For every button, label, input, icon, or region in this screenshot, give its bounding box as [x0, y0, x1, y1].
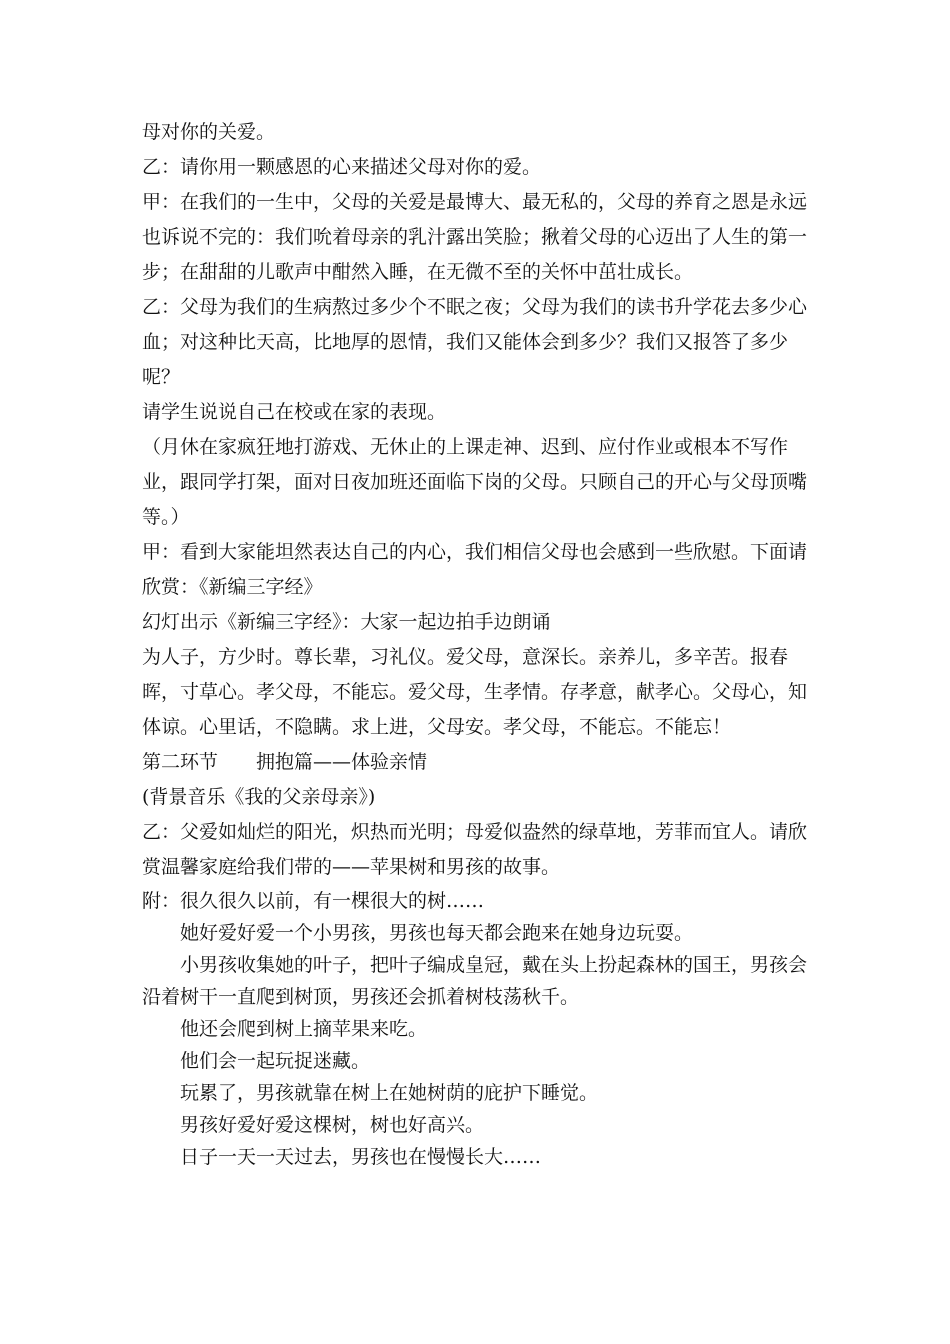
section-heading [142, 745, 812, 780]
paragraph: 乙：请你用一颗感恩的心来描述父母对你的爱。 [142, 156, 542, 178]
paragraph: 甲：在我们的一生中，父母的关爱是最博大、最无私的，父母的养育之恩是永远也诉说不完的：我们吮着母亲的乳汁露出笑脸；揪着父母的心迈出了人生的第一步；在甜甜的儿歌声中酣然入睡，在无微不至的关怀中茁壮成长。 [142, 191, 808, 283]
paragraph: 为人子，方少时。尊长辈，习礼仪。爱父母，意深长。亲养儿，多辛苦。报春晖，寸草心。孝父母，不能忘。爱父母，生孝情。存孝意，献孝心。父母心，知体谅。心里话，不隐瞒。求上进，父母安。孝父母，不能忘。不能忘！ [142, 646, 808, 738]
paragraph: 母对你的关爱。 [142, 121, 276, 143]
intro-paragraph: 乙：父爱如灿烂的阳光，炽热而光明；母爱似盎然的绿草地，芳菲而宜人。请欣赏温馨家庭给我们带的——苹果树和男孩的故事。 [142, 821, 808, 878]
section-number: 第二环节 [142, 751, 219, 773]
music-note: (背景音乐《我的父亲母亲》) [142, 786, 376, 808]
paragraph: 甲：看到大家能坦然表达自己的内心，我们相信父母也会感到一些欣慰。下面请欣赏：《新编三字经》 [142, 541, 808, 598]
story-paragraph: 玩累了，男孩就靠在树上在她树荫的庇护下睡觉。 [180, 1082, 599, 1104]
paragraph: 幻灯出示《新编三字经》：大家一起边拍手边朗诵 [142, 611, 551, 633]
paragraph: 乙：父母为我们的生病熬过多少个不眠之夜；父母为我们的读书升学花去多少心血；对这种比天高，比地厚的恩情，我们又能体会到多少？我们又报答了多少呢？ [142, 296, 808, 388]
story-paragraph: 男孩好爱好爱这棵树，树也好高兴。 [180, 1114, 485, 1136]
story-paragraph: 她好爱好爱一个小男孩，男孩也每天都会跑来在她身边玩耍。 [180, 922, 694, 944]
appendix-paragraph: 附：很久很久以前，有一棵很大的树…… [142, 890, 485, 912]
story-paragraph: 日子一天一天过去，男孩也在慢慢长大…… [180, 1146, 542, 1168]
story-paragraph: 小男孩收集她的叶子，把叶子编成皇冠，戴在头上扮起森林的国王，男孩会沿着树干一直爬到树顶，男孩还会抓着树枝荡秋千。 [142, 954, 808, 1008]
story-paragraph: 他还会爬到树上摘苹果来吃。 [180, 1018, 428, 1040]
section-title: 拥抱篇——体验亲情 [256, 751, 428, 773]
paragraph: （月休在家疯狂地打游戏、无休止的上课走神、迟到、应付作业或根本不写作业，跟同学打架，面对日夜加班还面临下岗的父母。只顾自己的开心与父母顶嘴等。） [142, 436, 808, 528]
paragraph: 请学生说说自己在校或在家的表现。 [142, 401, 447, 423]
document-body [142, 115, 812, 1173]
story-paragraph: 他们会一起玩捉迷藏。 [180, 1050, 371, 1072]
